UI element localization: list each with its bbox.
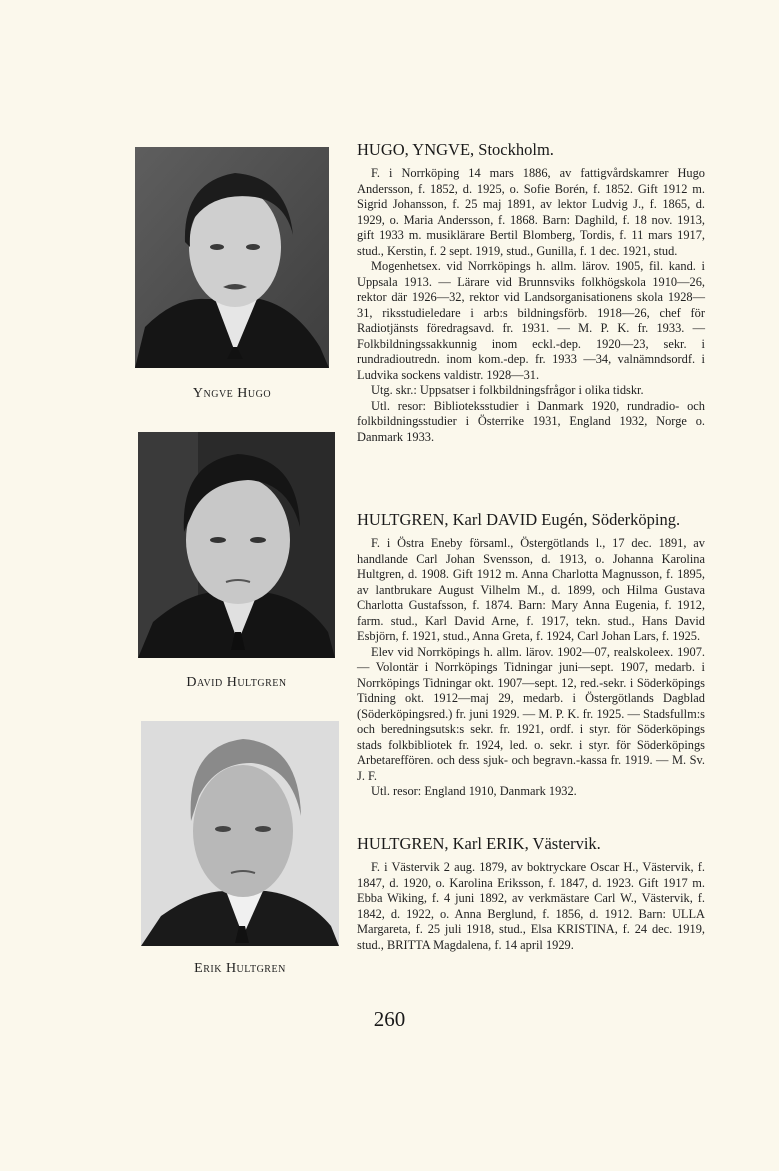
entry-heading: HULTGREN, Karl DAVID Eugén, Söderköping.	[357, 510, 681, 529]
portrait-yngve-hugo	[135, 147, 329, 368]
entry-paragraph: Mogenhetsex. vid Norrköpings h. allm. lärov. 1905, fil. kand. i Uppsala 1913. — Lärare vid Brunnsviks folkhögskola 1910—26, rektor där 1926—32, rektor vid Landsorganisationens skola 1928—31, riksstudieledare i arb:s bildningsförb. 1918—26, chef för Radiotjänsts föredragsavd. fr. 1931. — M. P. K. fr. 1933. — Folkbildningssakkunnig inom eckl.-dep. 1920—23, sekr. i rundradioutredn. inom kom.-dep. fr. 1933 —34, valnämndsordf. i Ludvika sockens valdistr. 1928—31.	[357, 259, 705, 382]
entry-yngve-hugo	[357, 140, 705, 445]
entry-heading: HUGO, YNGVE, Stockholm.	[357, 140, 554, 159]
caption-erik-hultgren: Erik Hultgren	[194, 961, 286, 976]
entry-paragraph: Utg. skr.: Uppsatser i folkbildningsfrågor i olika tidskr.	[371, 383, 644, 397]
caption-david-hultgren: David Hultgren	[186, 675, 287, 690]
portrait-david-hultgren	[138, 432, 335, 658]
page-number: 260	[373, 1007, 406, 1031]
entry-paragraph: Elev vid Norrköpings h. allm. lärov. 1902—07, realskoleex. 1907. — Volontär i Norrköpings Tidningar juni—sept. 1907, medarb. i Norrköpings Tidningar okt. 1907—sept. 12, red.-sekr. i Söderköpings Tidning okt. 1912—maj 29, medarb. i Östergötlands Dagblad (Söderköpingsred.) fr. juni 1929. — M. P. K. fr. 1925. — Stadsfullm:s och beredningsutsk:s sekr. fr. 1921, ordf. i styr. för Söderköpings stads folkbibliotek fr. 1924, led. o. sekr. i styr. för Söderköpings Arbetareffören. och dess sjuk- och begravn.-kassa fr. 1919. — M. Sv. J. F.	[357, 644, 705, 783]
entry-paragraph: Utl. resor: England 1910, Danmark 1932.	[371, 784, 577, 798]
portrait-erik-hultgren	[141, 721, 339, 946]
entry-heading: HULTGREN, Karl ERIK, Västervik.	[357, 834, 601, 853]
entry-erik-hultgren	[357, 834, 705, 953]
entry-paragraph: F. i Västervik 2 aug. 1879, av boktryckare Oscar H., Västervik, f. 1847, d. 1920, o. Karolina Eriksson, f. 1847, d. 1923. Gift 1917 m. Ebba Wiking, f. 4 juni 1892, av verkmästare Carl W., Västervik, f. 1842, d. 1922, o. Anna Berglund, f. 1856, d. 1912. Barn: ULLA Margareta, f. 25 juli 1918, stud., Elsa KRISTINA, f. 24 dec. 1919, stud., BRITTA Magdalena, f. 14 april 1929.	[357, 860, 705, 952]
entry-paragraph: F. i Norrköping 14 mars 1886, av fattigvårdskamrer Hugo Andersson, f. 1852, d. 1925, o. Sofie Borén, f. 1852. Gift 1912 m. Sigrid Johansson, f. 25 maj 1891, av lektor Ludvig J., f. 1865, d. 1929, o. Maria Andersson, f. 1868. Barn: Daghild, f. 18 nov. 1913, gift 1933 m. musiklärare Bertil Blomberg, Tordis, f. 11 mars 1917, stud., Kerstin, f. 2 sept. 1919, stud., Gunilla, f. 1 dec. 1921, stud.	[357, 166, 705, 258]
caption-yngve-hugo: Yngve Hugo	[192, 386, 272, 401]
entry-paragraph: Utl. resor: Biblioteksstudier i Danmark 1920, rundradio- och folkbildningsstudier i Österrike 1931, England 1932, Norge o. Danmark 1933.	[357, 398, 705, 444]
entry-paragraph: F. i Östra Eneby församl., Östergötlands l., 17 dec. 1891, av handlande Carl Johan Svensson, d. 1913, o. Johanna Karolina Hultgren, d. 1908. Gift 1912 m. Anna Charlotta Magnusson, f. 1895, av lantbrukare August Vilhelm M., d. 1899, och Hilma Gustava Charlotta Gustafsson, f. 1874. Barn: Mary Anna Eugenia, f. 1912, farm. stud., Karl David Arne, f. 1917, tekn. stud., Hans David Esbjörn, f. 1921, stud., Anna Greta, f. 1924, Carl Johan Lars, f. 1925.	[357, 536, 705, 643]
entry-david-hultgren	[357, 510, 705, 800]
